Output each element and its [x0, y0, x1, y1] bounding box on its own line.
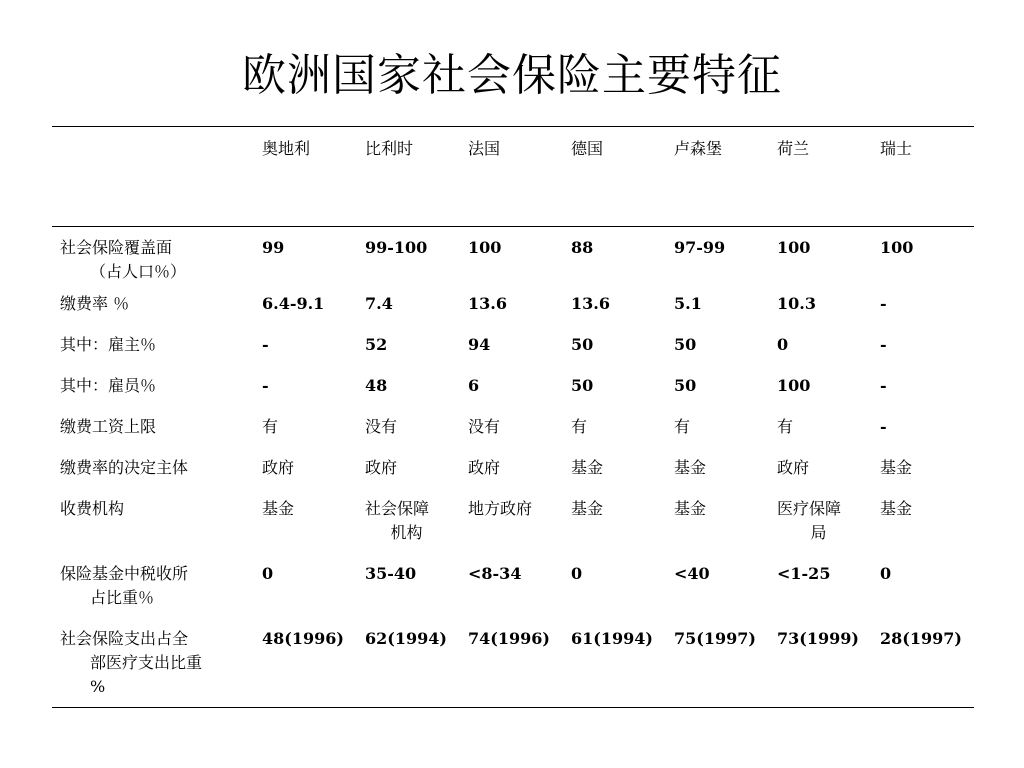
table-cell — [462, 292, 565, 333]
table-cell — [359, 456, 462, 497]
table-cell — [771, 292, 874, 333]
cell-text: 50 — [571, 335, 594, 354]
table-cell — [668, 497, 771, 562]
cell-text: 97-99 — [674, 238, 726, 257]
table-cell — [565, 497, 668, 562]
table-cell — [668, 227, 771, 293]
row-label-line: 其中：雇员％ — [60, 376, 157, 395]
cell-text: - — [262, 335, 269, 354]
slide-title: 欧洲国家社会保险主要特征 — [242, 50, 782, 101]
table-cell — [668, 292, 771, 333]
table-row — [52, 227, 974, 293]
cell-text: 有 — [777, 417, 794, 436]
cell-text: 100 — [777, 238, 811, 257]
table-cell — [874, 456, 974, 497]
table-cell — [668, 333, 771, 374]
cell-text: 政府 — [777, 458, 810, 477]
column-header-germany: 德国 — [565, 127, 668, 227]
cell-text: 基金 — [880, 458, 913, 477]
column-header-netherlands: 荷兰 — [771, 127, 874, 227]
header-row — [52, 127, 974, 227]
cell-text: 没有 — [365, 417, 398, 436]
cell-text: 50 — [674, 335, 697, 354]
table-row — [52, 497, 974, 562]
cell-text: 100 — [468, 238, 502, 257]
table-cell — [462, 374, 565, 415]
cell-text: 政府 — [365, 458, 398, 477]
table-body — [52, 227, 974, 708]
row-label — [52, 562, 256, 627]
table-row — [52, 627, 974, 708]
cell-text: - — [880, 335, 887, 354]
table-cell — [359, 497, 462, 562]
cell-text: 62(1994) — [365, 629, 447, 648]
cell-text: - — [880, 417, 887, 436]
row-label-line: 其中：雇主％ — [60, 335, 157, 354]
cell-text: 机构 — [390, 523, 423, 542]
cell-text: 100 — [880, 238, 914, 257]
cell-text: 52 — [365, 335, 388, 354]
table-row — [52, 292, 974, 333]
cell-text: 没有 — [468, 417, 501, 436]
cell-text: 基金 — [571, 458, 604, 477]
row-label — [52, 374, 256, 415]
cell-text: 0 — [262, 564, 274, 583]
table-cell — [359, 333, 462, 374]
cell-text: 28(1997) — [880, 629, 962, 648]
table-cell — [462, 562, 565, 627]
table-cell — [256, 292, 359, 333]
table-cell — [359, 562, 462, 627]
table-cell — [462, 627, 565, 708]
row-label — [52, 456, 256, 497]
cell-text: 有 — [571, 417, 588, 436]
cell-text: 6 — [468, 376, 480, 395]
cell-text: 社会保障 — [365, 499, 430, 518]
cell-text: 50 — [571, 376, 594, 395]
cell-text: <40 — [674, 564, 710, 583]
cell-text: 48 — [365, 376, 388, 395]
table-cell — [565, 333, 668, 374]
row-label — [52, 627, 256, 708]
table-cell — [565, 627, 668, 708]
column-header-luxembourg: 卢森堡 — [668, 127, 771, 227]
cell-text: 地方政府 — [468, 499, 533, 518]
row-label-line: 保险基金中税收所 — [60, 564, 189, 583]
table-row — [52, 562, 974, 627]
cell-text: 医疗保障 — [777, 499, 842, 518]
table-cell — [565, 456, 668, 497]
column-header-france: 法国 — [462, 127, 565, 227]
table-cell — [462, 415, 565, 456]
row-label-line: 缴费工资上限 — [60, 417, 157, 436]
table-cell — [565, 292, 668, 333]
table-cell — [874, 415, 974, 456]
table-cell — [771, 227, 874, 293]
table-cell — [874, 627, 974, 708]
table-cell — [565, 562, 668, 627]
column-header-belgium: 比利时 — [359, 127, 462, 227]
table-cell — [874, 374, 974, 415]
cell-text: - — [880, 294, 887, 313]
table-cell — [256, 497, 359, 562]
table-cell — [771, 374, 874, 415]
table-cell — [359, 227, 462, 293]
table-cell — [462, 227, 565, 293]
cell-text: 13.6 — [571, 294, 610, 313]
table-cell — [256, 227, 359, 293]
cell-text: 35-40 — [365, 564, 417, 583]
column-header-switzerland: 瑞士 — [874, 127, 974, 227]
table-cell — [256, 562, 359, 627]
cell-text: 5.1 — [674, 294, 702, 313]
cell-text: 99 — [262, 238, 285, 257]
row-label-line: 缴费率 ％ — [60, 294, 130, 313]
cell-text: 基金 — [571, 499, 604, 518]
row-label-line: 收费机构 — [60, 499, 125, 518]
table-cell — [668, 456, 771, 497]
cell-text: 75(1997) — [674, 629, 756, 648]
cell-text: 0 — [880, 564, 892, 583]
row-label-line: 社会保险覆盖面 — [60, 238, 173, 257]
table-cell — [565, 227, 668, 293]
table-cell — [771, 627, 874, 708]
cell-text: 0 — [571, 564, 583, 583]
cell-text: 13.6 — [468, 294, 507, 313]
row-label — [52, 292, 256, 333]
table-cell — [874, 497, 974, 562]
table-cell — [771, 456, 874, 497]
table-cell — [359, 627, 462, 708]
row-label-line: 部医疗支出比重 — [90, 653, 203, 672]
features-table — [52, 126, 974, 708]
cell-text: 50 — [674, 376, 697, 395]
cell-text: 局 — [810, 523, 827, 542]
cell-text: 99-100 — [365, 238, 428, 257]
cell-text: - — [880, 376, 887, 395]
row-label — [52, 415, 256, 456]
cell-text: 88 — [571, 238, 594, 257]
table-cell — [359, 374, 462, 415]
cell-text: 100 — [777, 376, 811, 395]
table-cell — [668, 415, 771, 456]
table-cell — [462, 456, 565, 497]
cell-text: 48(1996) — [262, 629, 344, 648]
table-cell — [771, 415, 874, 456]
cell-text: 0 — [777, 335, 789, 354]
table-cell — [256, 374, 359, 415]
table-cell — [668, 627, 771, 708]
table-cell — [565, 374, 668, 415]
cell-text: 基金 — [880, 499, 913, 518]
table-cell — [462, 497, 565, 562]
cell-text: 政府 — [262, 458, 295, 477]
table-cell — [256, 627, 359, 708]
row-label — [52, 227, 256, 293]
table-cell — [462, 333, 565, 374]
cell-text: 74(1996) — [468, 629, 550, 648]
cell-text: <8-34 — [468, 564, 522, 583]
table-row — [52, 333, 974, 374]
row-label-line: % — [90, 677, 106, 696]
table-cell — [771, 333, 874, 374]
cell-text: 61(1994) — [571, 629, 653, 648]
table-cell — [668, 562, 771, 627]
table-cell — [771, 562, 874, 627]
cell-text: 有 — [262, 417, 279, 436]
cell-text: 有 — [674, 417, 691, 436]
table-cell — [874, 333, 974, 374]
table-row — [52, 415, 974, 456]
row-label-line: 缴费率的决定主体 — [60, 458, 189, 477]
table-cell — [256, 415, 359, 456]
cell-text: 政府 — [468, 458, 501, 477]
cell-text: <1-25 — [777, 564, 831, 583]
table-cell — [874, 292, 974, 333]
cell-text: 基金 — [674, 458, 707, 477]
table-row — [52, 374, 974, 415]
cell-text: 基金 — [262, 499, 295, 518]
table-cell — [874, 227, 974, 293]
row-label — [52, 333, 256, 374]
table-cell — [359, 415, 462, 456]
row-label-line: 社会保险支出占全 — [60, 629, 189, 648]
cell-text: - — [262, 376, 269, 395]
table-cell — [359, 292, 462, 333]
table-cell — [771, 497, 874, 562]
cell-text: 94 — [468, 335, 491, 354]
cell-text: 10.3 — [777, 294, 816, 313]
table-cell — [565, 415, 668, 456]
cell-text: 7.4 — [365, 294, 393, 313]
row-label — [52, 497, 256, 562]
column-header-austria: 奥地利 — [256, 127, 359, 227]
table-row — [52, 456, 974, 497]
table-cell — [874, 562, 974, 627]
table-cell — [256, 333, 359, 374]
cell-text: 6.4-9.1 — [262, 294, 325, 313]
header-corner — [52, 127, 256, 227]
cell-text: 基金 — [674, 499, 707, 518]
cell-text: 73(1999) — [777, 629, 859, 648]
table-cell — [668, 374, 771, 415]
table-cell — [256, 456, 359, 497]
row-label-line: 占比重％ — [90, 588, 155, 607]
row-label-line: （占人口％） — [90, 262, 187, 281]
